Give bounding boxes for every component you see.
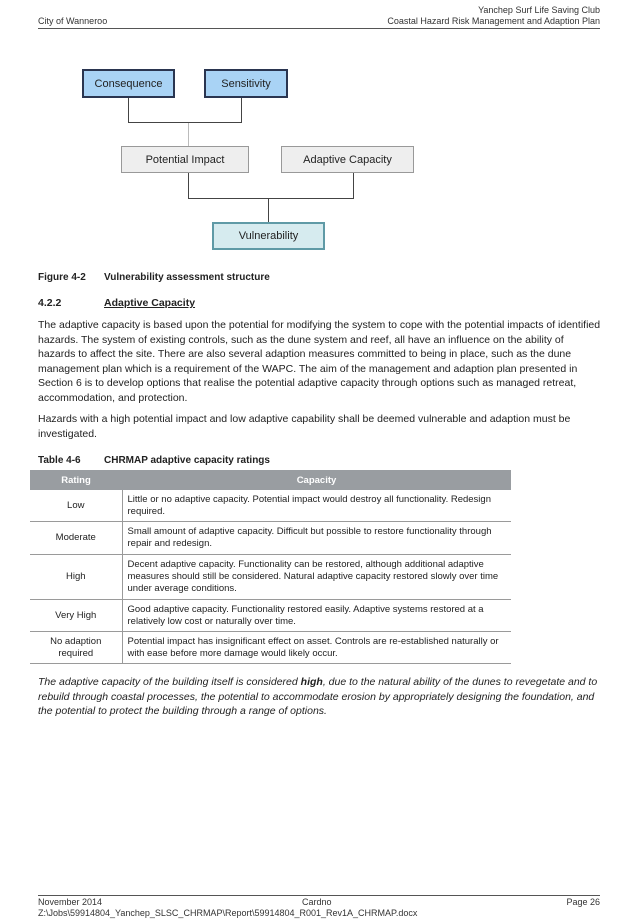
figure-number: Figure 4-2 <box>38 272 86 283</box>
header-project-line1: Yanchep Surf Life Saving Club <box>478 5 600 15</box>
vulnerability-diagram <box>0 0 637 260</box>
conclusion-paragraph <box>38 675 598 719</box>
footer-date: November 2014 <box>38 897 103 907</box>
conclusion-text: , due to the natural ability of the dunes to revegetate and to rebuild through coastal processes, the potential to accommodate erosion by appropriately designing the foundation, and the potential to protect the building through a range of options. <box>38 676 598 718</box>
connector-line <box>188 198 354 199</box>
footer-file-path: Z:\Jobs\59914804_Yanchep_SLSC_CHRMAP\Report\59914804_R001_Rev1A_CHRMAP.docx <box>38 908 418 918</box>
rating-cell: No adaption required <box>30 632 122 664</box>
consequence-box: Consequence <box>82 69 175 98</box>
capacity-cell: Decent adaptive capacity. Functionality can be restored, although additional adaptive measures should still be considered. Natural adaptive capacity restored slowly over time under average conditions. <box>122 555 511 600</box>
table-title: CHRMAP adaptive capacity ratings <box>104 455 270 466</box>
connector-line <box>188 123 189 146</box>
connector-line <box>128 98 129 122</box>
table-caption <box>38 455 270 466</box>
section-heading <box>38 297 195 309</box>
capacity-cell: Little or no adaptive capacity. Potential impact would destroy all functionality. Redesign required. <box>122 490 511 522</box>
rating-cell: Low <box>30 490 122 522</box>
rating-cell: Moderate <box>30 522 122 555</box>
figure-title: Vulnerability assessment structure <box>104 272 270 283</box>
body-paragraph: The adaptive capacity is based upon the potential for modifying the system to cope with the potential impacts of identified hazards. The system of existing controls, such as the dune system and reef, all have an influence on the ability of hazards to affect the site. There are also several adaption measures committed to being in place, such as the dune management plan which is a requirement of the WAPC. The aim of the management and adaption plan presented in Section 6 is to develop options that realise the potential adaptive capacity through options such as managed retreat, accommodation, and protection. <box>38 319 601 404</box>
connector-line <box>268 198 269 222</box>
vulnerability-box: Vulnerability <box>212 222 325 250</box>
conclusion-text: The adaptive capacity of the building itself is considered <box>38 676 301 688</box>
rating-cell: Very High <box>30 600 122 632</box>
capacity-cell: Small amount of adaptive capacity. Difficult but possible to restore functionality through repair and redesign. <box>122 522 511 555</box>
figure-caption <box>38 272 270 283</box>
adaptive-capacity-table <box>30 470 511 664</box>
table-header-row <box>30 470 511 490</box>
header-project-line2: Coastal Hazard Risk Management and Adaption Plan <box>387 16 600 26</box>
connector-line <box>128 122 242 123</box>
connector-line <box>188 173 189 198</box>
section-title: Adaptive Capacity <box>104 297 196 309</box>
table-number: Table 4-6 <box>38 455 81 466</box>
page-number: Page 26 <box>566 897 600 907</box>
footer-divider <box>38 895 600 896</box>
connector-line <box>353 173 354 198</box>
footer-company: Cardno <box>302 897 332 907</box>
section-number: 4.2.2 <box>38 297 62 309</box>
sensitivity-box: Sensitivity <box>204 69 288 98</box>
table-row <box>30 490 511 522</box>
capacity-cell: Potential impact has insignificant effect on asset. Controls are re-established naturally or with ease before more damage would likely occur. <box>122 632 511 664</box>
capacity-cell: Good adaptive capacity. Functionality restored easily. Adaptive systems restored at a relatively low cost or naturally over time. <box>122 600 511 632</box>
rating-cell: High <box>30 555 122 600</box>
capacity-column-header: Capacity <box>122 470 511 490</box>
potential-impact-box: Potential Impact <box>121 146 249 173</box>
conclusion-emphasis: high <box>300 676 323 688</box>
table-row <box>30 600 511 632</box>
rating-column-header: Rating <box>30 470 122 490</box>
connector-line <box>241 98 242 122</box>
table-row <box>30 555 511 600</box>
header-organisation: City of Wanneroo <box>38 16 108 26</box>
body-paragraph: Hazards with a high potential impact and low adaptive capability shall be deemed vulnerable and adaption must be investigated. <box>38 413 571 440</box>
table-row <box>30 522 511 555</box>
adaptive-capacity-box: Adaptive Capacity <box>281 146 414 173</box>
table-row <box>30 632 511 664</box>
